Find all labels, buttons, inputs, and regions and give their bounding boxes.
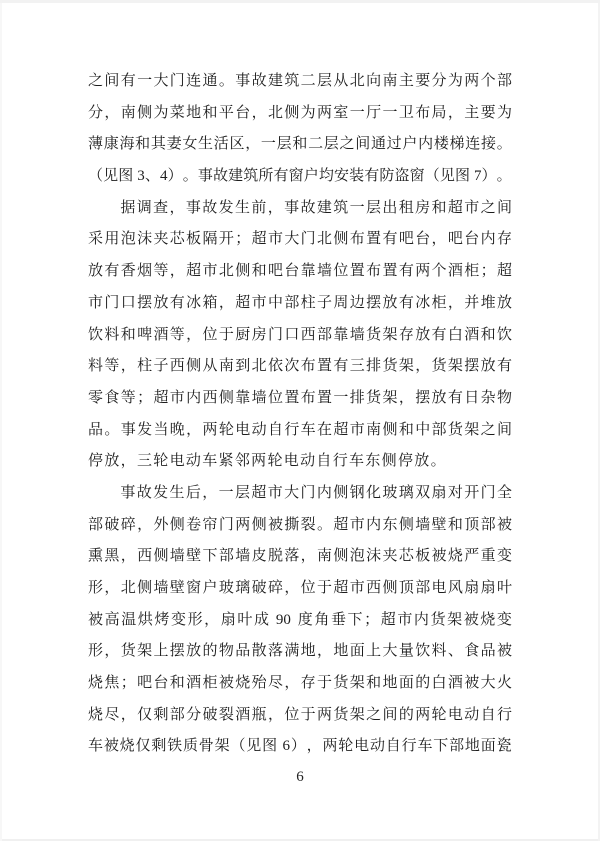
text-line: 料 等 ， 柱 子 西 侧 从 南 到 北 依 次 布 置 有 三 排 货 架 ， 货 架 摆 放 有 xyxy=(88,358,512,375)
text-line: 熏 黑 ， 西 侧 墙 壁 下 部 墙 皮 脱 落 ， 南 侧 泡 沫 夹 芯 板 被 烧 严 重 变 xyxy=(88,548,512,565)
text-line: 停 放 ， 三 轮 电 动 车 紧 邻 两 轮 电 动 自 行 车 东 侧 停 放 。 xyxy=(88,453,446,470)
text-line: 放 有 香 烟 等 ， 超 市 北 侧 和 吧 台 靠 墙 位 置 布 置 有 两 个 酒 柜 ； 超 xyxy=(88,263,512,280)
text-line: （ 见 图 3 、 4 ） 。 事 故 建 筑 所 有 窗 户 均 安 装 有 防 盗 窗 （ 见 图 7 ） 。 xyxy=(88,168,512,185)
text-line: 采 用 泡 沫 夹 芯 板 隔 开 ； 超 市 大 门 北 侧 布 置 有 吧 台 ， 吧 台 内 存 xyxy=(88,231,512,248)
page-number: 6 xyxy=(296,769,304,785)
document-body xyxy=(88,66,512,763)
text-line: 事 故 发 生 后 ， 一 层 超 市 大 门 内 侧 钢 化 玻 璃 双 扇 对 开 门 全 xyxy=(120,484,512,501)
text-line: 车 被 烧 仅 剩 铁 质 骨 架 （ 见 图 6 ） ， 两 轮 电 动 自 行 车 下 部 地 面 瓷 xyxy=(88,738,512,755)
text-line: 市 门 口 摆 放 有 冰 箱 ， 超 市 中 部 柱 子 周 边 摆 放 有 冰 柜 ， 并 堆 放 xyxy=(88,294,512,311)
text-line: 饮 料 和 啤 酒 等 ， 位 于 厨 房 门 口 西 部 靠 墙 货 架 存 放 有 白 酒 和 饮 xyxy=(88,326,512,343)
text-line: 零 食 等 ； 超 市 内 西 侧 靠 墙 位 置 布 置 一 排 货 架 ， 摆 放 有 日 杂 物 xyxy=(88,389,512,406)
text-line: 据 调 查 ， 事 故 发 生 前 ， 事 故 建 筑 一 层 出 租 房 和 超 市 之 间 xyxy=(120,199,512,216)
text-line: 烧 尽 ， 仅 剩 部 分 破 裂 酒 瓶 ， 位 于 两 货 架 之 间 的 两 轮 电 动 自 行 xyxy=(88,706,512,723)
text-line: 之 间 有 一 大 门 连 通 。 事 故 建 筑 二 层 从 北 向 南 主 要 分 为 两 个 部 xyxy=(88,73,512,89)
text-line: 品 。 事 发 当 晚 ， 两 轮 电 动 自 行 车 在 超 市 南 侧 和 中 部 货 架 之 间 xyxy=(88,421,512,438)
text-line: 薄 康 海 和 其 妻 女 生 活 区 ， 一 层 和 二 层 之 间 通 过 户 内 楼 梯 连 接 。 xyxy=(88,136,512,153)
text-line: 形 ， 货 架 上 摆 放 的 物 品 散 落 满 地 ， 地 面 上 大 量 饮 料 、 食 品 被 xyxy=(88,643,512,660)
text-line: 烧 焦 ； 吧 台 和 酒 柜 被 烧 殆 尽 ， 存 于 货 架 和 地 面 的 白 酒 被 大 火 xyxy=(88,675,512,692)
text-line: 形 ， 北 侧 墙 壁 窗 户 玻 璃 破 碎 ， 位 于 超 市 西 侧 顶 部 电 风 扇 扇 叶 xyxy=(88,580,512,596)
text-line: 分 ， 南 侧 为 菜 地 和 平 台 ， 北 侧 为 两 室 一 厅 一 卫 布 局 ， 主 要 为 xyxy=(88,104,512,121)
text-line: 被 高 温 烘 烤 变 形 ， 扇 叶 成 90 度 角 垂 下 ； 超 市 内 货 架 被 烧 变 xyxy=(88,611,512,628)
text-line: 部 破 碎 ， 外 侧 卷 帘 门 两 侧 被 撕 裂 。 超 市 内 东 侧 墙 壁 和 顶 部 被 xyxy=(88,516,512,533)
